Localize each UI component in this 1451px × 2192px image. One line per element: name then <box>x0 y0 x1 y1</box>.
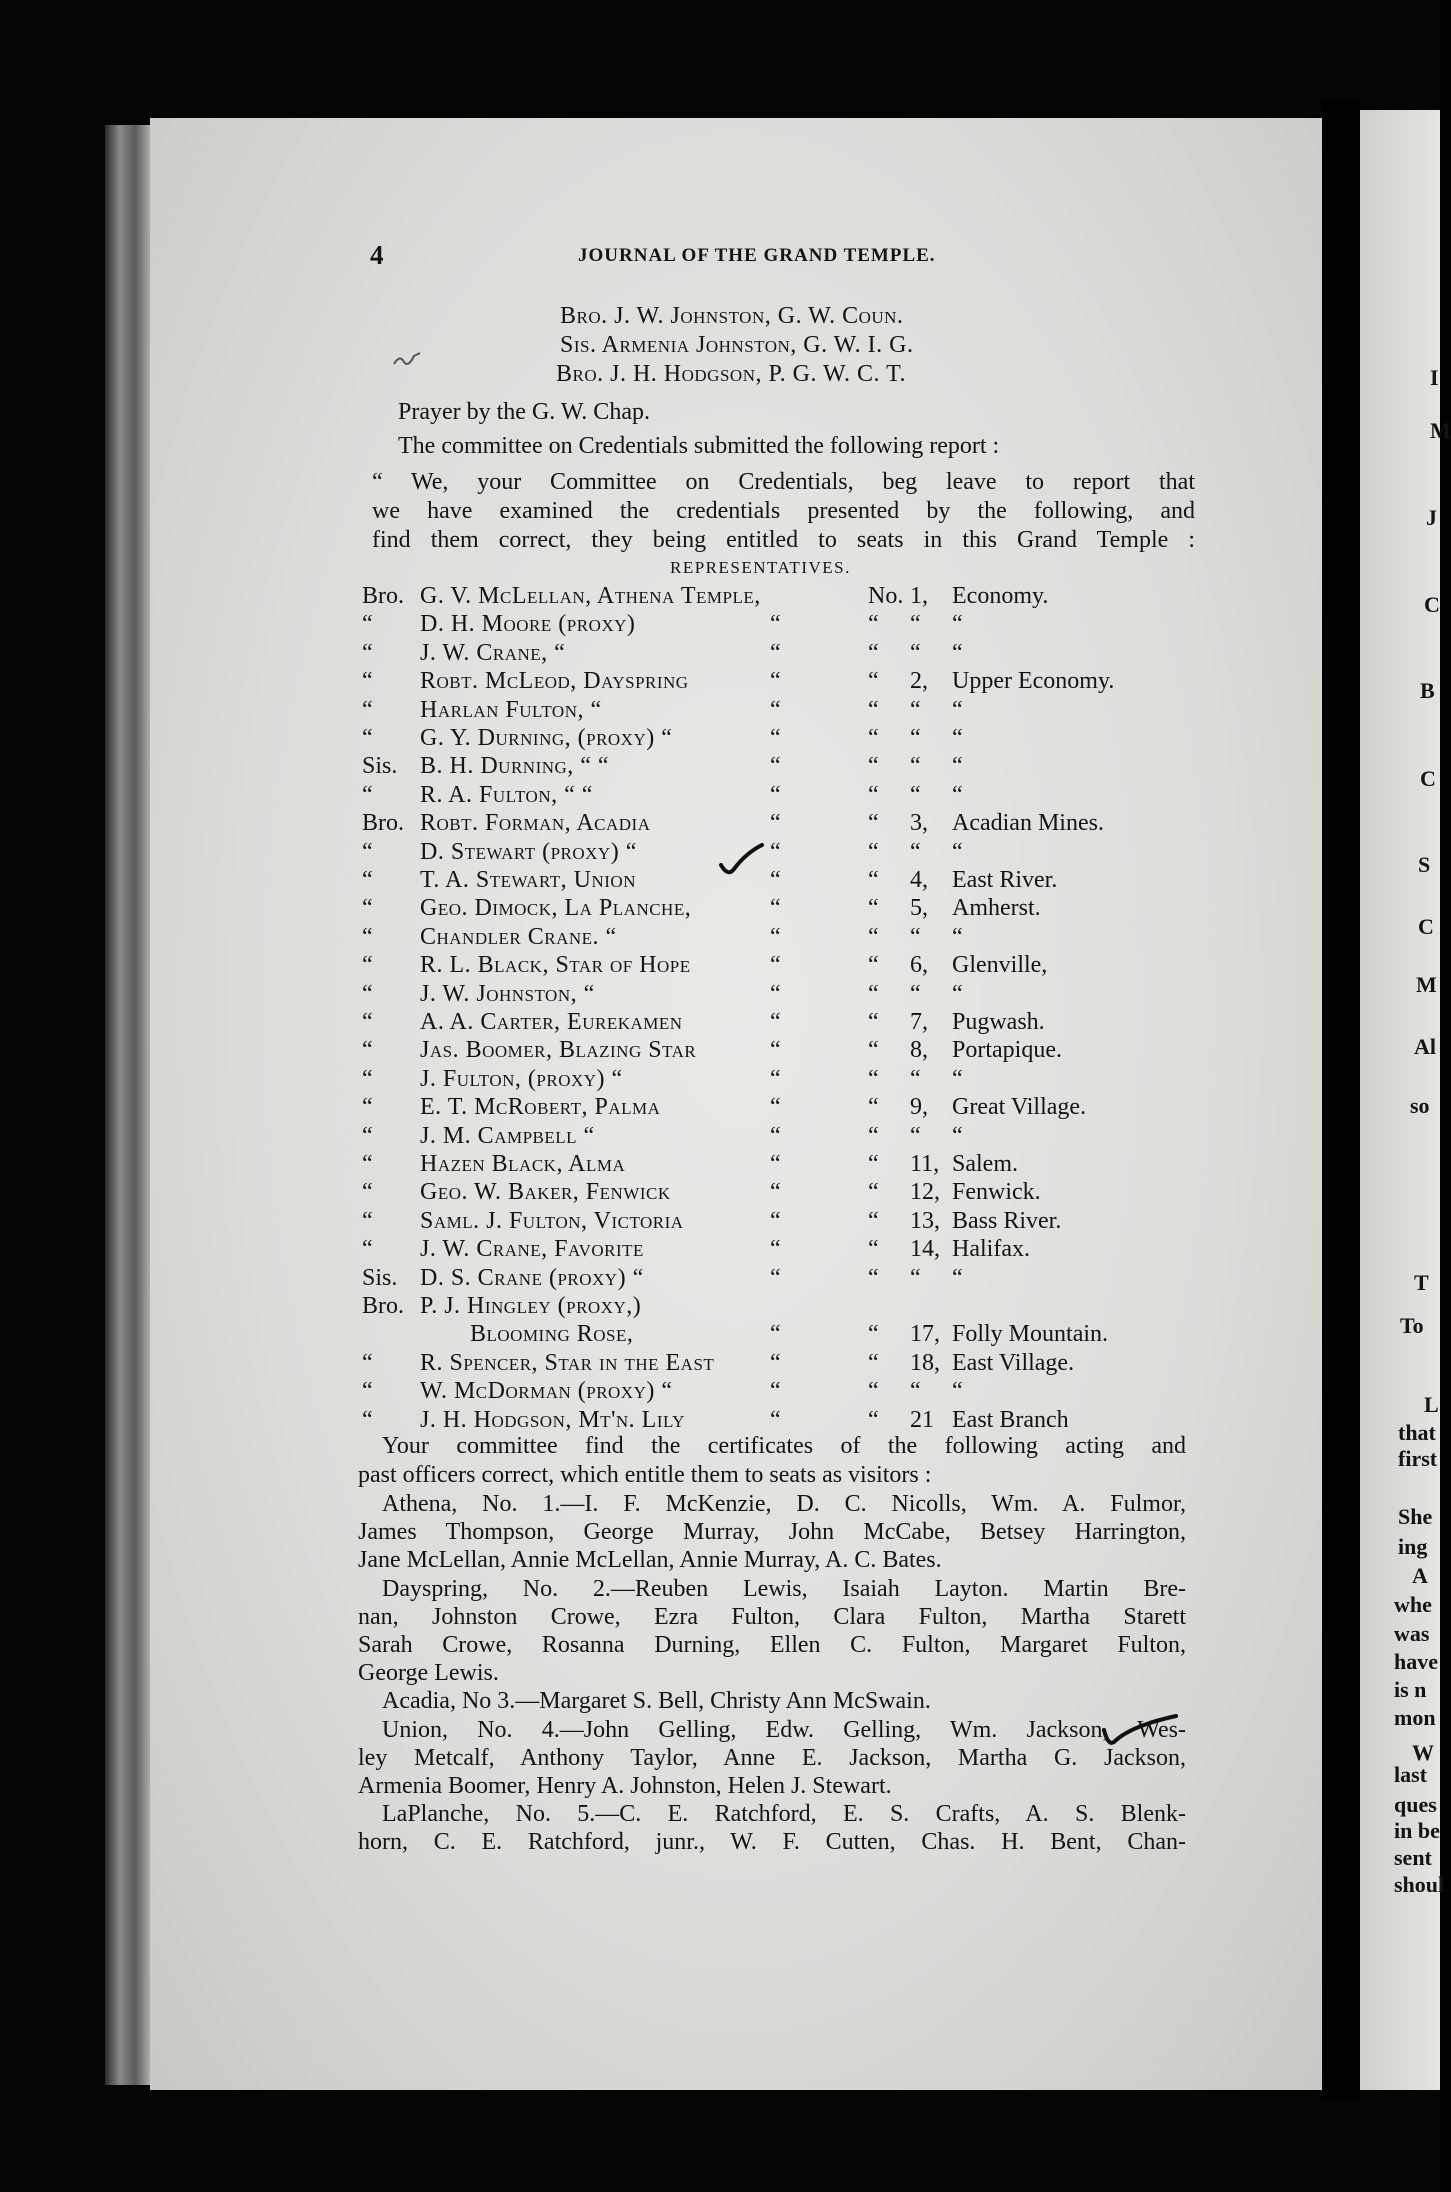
rep-place: East Branch <box>952 1406 1069 1433</box>
rep-number: 1, <box>910 583 928 609</box>
rep-name: T. A. Stewart, Union <box>420 867 636 893</box>
rep-name: Chandler Crane. “ <box>420 923 617 950</box>
right-page-fragment-text: sent <box>1394 1845 1432 1870</box>
rep-title: “ <box>362 952 373 979</box>
rep-number: “ <box>910 1065 921 1092</box>
rep-ditto: “ <box>770 781 781 808</box>
rep-name: Geo. W. Baker, Fenwick <box>420 1179 671 1206</box>
rep-name: A. A. Carter, Eurekamen <box>420 1009 683 1035</box>
rep-number: 13, <box>910 1207 940 1234</box>
rep-title: “ <box>362 725 373 751</box>
running-title: JOURNAL OF THE GRAND TEMPLE. <box>578 245 936 266</box>
rep-ditto: “ <box>770 810 781 837</box>
page-edge-stack <box>105 125 155 2085</box>
rep-ditto: “ <box>868 1236 879 1263</box>
visitors-line: James Thompson, George Murray, John McCabe, Betsey Harrington, <box>358 1519 1186 1546</box>
rep-number: “ <box>910 1378 921 1405</box>
rep-title: “ <box>362 923 373 950</box>
rep-place: “ <box>952 781 963 808</box>
rep-ditto: “ <box>868 668 879 695</box>
right-page-fragment-text: in be <box>1394 1818 1440 1843</box>
rep-ditto: “ <box>770 1264 781 1291</box>
rep-place: “ <box>952 1264 963 1291</box>
rep-ditto: “ <box>868 725 879 751</box>
rep-name: Jas. Boomer, Blazing Star <box>420 1037 697 1064</box>
rep-ditto: “ <box>868 1151 879 1177</box>
visitors-line: Sarah Crowe, Rosanna Durning, Ellen C. Fulton, Margaret Fulton, <box>358 1632 1186 1658</box>
rep-ditto: “ <box>770 1009 781 1035</box>
rep-number: “ <box>910 1264 921 1291</box>
rep-ditto: “ <box>868 1179 879 1206</box>
rep-ditto: “ <box>770 1406 781 1433</box>
rep-place: “ <box>952 753 963 780</box>
rep-title: “ <box>362 1349 373 1376</box>
rep-ditto: “ <box>770 867 781 893</box>
rep-name: Robt. McLeod, Dayspring <box>420 668 689 695</box>
rep-ditto: “ <box>770 923 781 950</box>
rep-place: East Village. <box>952 1349 1075 1376</box>
right-page-fragment-text: To <box>1400 1313 1424 1338</box>
rep-name: G. V. McLellan, Athena Temple, <box>420 583 761 609</box>
rep-ditto: “ <box>868 1037 879 1064</box>
rep-title: Bro. <box>362 583 404 609</box>
visitors-line: George Lewis. <box>358 1660 499 1687</box>
rep-ditto: “ <box>770 1179 781 1206</box>
rep-number: “ <box>910 611 921 638</box>
rep-place: Pugwash. <box>952 1009 1045 1035</box>
rep-ditto: “ <box>770 838 781 865</box>
right-page-fragment-text: C <box>1424 592 1440 617</box>
visitors-intro-line: Your committee find the certificates of the following acting and <box>382 1433 1186 1459</box>
right-page-fragment-text: I <box>1430 365 1439 390</box>
rep-ditto: “ <box>770 1037 781 1064</box>
rep-place: “ <box>952 980 963 1007</box>
rep-title: “ <box>362 1378 373 1405</box>
rep-ditto: “ <box>868 781 879 808</box>
rep-ditto: “ <box>868 753 879 780</box>
rep-ditto: “ <box>770 753 781 780</box>
rep-place: “ <box>952 1378 963 1405</box>
rep-ditto: “ <box>868 895 879 922</box>
pencil-mark-icon <box>392 350 422 370</box>
rep-ditto: “ <box>770 639 781 666</box>
rep-ditto: “ <box>770 1122 781 1149</box>
visitors-line: Jane McLellan, Annie McLellan, Annie Murray, A. C. Bates. <box>358 1547 942 1574</box>
rep-place: “ <box>952 838 963 865</box>
rep-ditto: “ <box>868 1009 879 1035</box>
rep-ditto: “ <box>868 952 879 979</box>
rep-place: Economy. <box>952 583 1049 609</box>
rep-name: J. H. Hodgson, Mt'n. Lily <box>420 1406 685 1433</box>
rep-place: “ <box>952 639 963 666</box>
rep-number: “ <box>910 753 921 780</box>
rep-name: Blooming Rose, <box>470 1321 634 1348</box>
visitors-line: ley Metcalf, Anthony Taylor, Anne E. Jackson, Martha G. Jackson, <box>358 1744 1186 1771</box>
rep-title: “ <box>362 838 373 865</box>
right-page-fragment-text: so <box>1410 1093 1430 1118</box>
rep-ditto: “ <box>868 611 879 638</box>
right-page-fragment-text: whe <box>1394 1592 1432 1617</box>
right-page-fragment-text: have <box>1394 1649 1438 1674</box>
rep-ditto: “ <box>868 923 879 950</box>
rep-name: J. W. Crane, Favorite <box>420 1236 644 1263</box>
rep-place: Amherst. <box>952 895 1041 922</box>
visitors-line: Acadia, No 3.—Margaret S. Bell, Christy Ann McSwain. <box>382 1688 931 1715</box>
rep-ditto: “ <box>868 639 879 666</box>
rep-ditto: “ <box>868 1264 879 1291</box>
rep-number: “ <box>910 923 921 950</box>
visitors-line: LaPlanche, No. 5.—C. E. Ratchford, E. S. Crafts, A. S. Blenk- <box>382 1801 1186 1828</box>
right-page-fragment-text: last <box>1394 1762 1427 1787</box>
right-page-fragment-text: W <box>1412 1740 1434 1765</box>
rep-ditto: “ <box>770 1236 781 1263</box>
visitors-line: Dayspring, No. 2.—Reuben Lewis, Isaiah Layton. Martin Bre- <box>382 1575 1186 1602</box>
book-gutter <box>1322 100 1360 2100</box>
rep-number: 6, <box>910 952 928 979</box>
rep-ditto: “ <box>868 1321 879 1348</box>
rep-title: “ <box>362 668 373 695</box>
visitors-line: Union, No. 4.—John Gelling, Edw. Gelling, Wm. Jackson, Wes- <box>382 1716 1186 1743</box>
check-mark-icon <box>718 843 764 879</box>
rep-ditto: “ <box>868 1094 879 1121</box>
rep-title: “ <box>362 639 373 666</box>
rep-title: “ <box>362 1151 373 1177</box>
rep-number: 5, <box>910 895 928 922</box>
rep-number: 17, <box>910 1321 940 1348</box>
rep-number: 21 <box>910 1406 934 1433</box>
rep-title: “ <box>362 1122 373 1149</box>
right-page-fragment-text: first <box>1398 1446 1438 1471</box>
rep-name: E. T. McRobert, Palma <box>420 1094 661 1121</box>
rep-title: “ <box>362 1009 373 1035</box>
officer-line: Sis. Armenia Johnston, G. W. I. G. <box>560 332 914 358</box>
rep-name: Harlan Fulton, “ <box>420 696 602 723</box>
right-page-fragment-text: B <box>1420 678 1435 703</box>
rep-title: “ <box>362 1207 373 1234</box>
rep-number: 9, <box>910 1094 928 1121</box>
rep-place: “ <box>952 696 963 723</box>
rep-number: 18, <box>910 1349 940 1376</box>
rep-ditto: “ <box>770 952 781 979</box>
rep-place: Salem. <box>952 1151 1018 1177</box>
officer-line: Bro. J. H. Hodgson, P. G. W. C. T. <box>556 361 906 387</box>
rep-title: “ <box>362 611 373 638</box>
right-page-fragment-text: that <box>1398 1420 1436 1445</box>
representatives-heading: REPRESENTATIVES. <box>670 558 851 577</box>
rep-name: J. M. Campbell “ <box>420 1122 595 1149</box>
rep-number: “ <box>910 838 921 865</box>
right-page-fragment-text: L <box>1424 1392 1439 1417</box>
rep-ditto: “ <box>868 1378 879 1405</box>
visitors-intro-line: past officers correct, which entitle them to seats as visitors : <box>358 1462 932 1488</box>
rep-title: “ <box>362 980 373 1007</box>
rep-name: R. A. Fulton, “ “ <box>420 781 593 808</box>
rep-ditto: “ <box>868 1406 879 1433</box>
rep-number: 11, <box>910 1151 940 1177</box>
rep-number: 7, <box>910 1009 928 1035</box>
committee-intro: The committee on Credentials submitted the following report : <box>398 433 1000 459</box>
rep-name: J. W. Johnston, “ <box>420 980 595 1007</box>
rep-number: “ <box>910 1122 921 1149</box>
rep-place: “ <box>952 1065 963 1092</box>
rep-place: “ <box>952 1122 963 1149</box>
rep-place: East River. <box>952 867 1058 893</box>
rep-place: “ <box>952 923 963 950</box>
rep-place: Fenwick. <box>952 1179 1041 1206</box>
rep-name: G. Y. Durning, (proxy) “ <box>420 725 673 751</box>
rep-number: 4, <box>910 867 928 893</box>
report-line: we have examined the credentials presented by the following, and <box>372 498 1195 524</box>
prayer-line: Prayer by the G. W. Chap. <box>398 399 650 425</box>
rep-ditto: “ <box>868 1122 879 1149</box>
rep-place: Halifax. <box>952 1236 1030 1263</box>
rep-number: “ <box>910 639 921 666</box>
right-page-fragment-text: S <box>1418 852 1431 877</box>
rep-ditto: “ <box>868 1207 879 1234</box>
right-page-fragment-text: is n <box>1394 1677 1427 1702</box>
rep-name: R. L. Black, Star of Hope <box>420 952 691 979</box>
rep-place: Portapique. <box>952 1037 1062 1064</box>
rep-title: Bro. <box>362 1293 404 1319</box>
rep-ditto: “ <box>770 980 781 1007</box>
rep-ditto: No. <box>868 583 904 609</box>
rep-name: B. H. Durning, “ “ <box>420 753 610 780</box>
rep-place: Upper Economy. <box>952 668 1115 695</box>
rep-ditto: “ <box>770 725 781 751</box>
rep-title: “ <box>362 1065 373 1092</box>
report-line: “ We, your Committee on Credentials, beg leave to report that <box>372 469 1195 495</box>
rep-number: 12, <box>910 1179 940 1206</box>
rep-ditto: “ <box>868 980 879 1007</box>
right-page-fragment-text: ques <box>1394 1792 1437 1817</box>
rep-title: “ <box>362 1406 373 1433</box>
right-page-fragment-text: M <box>1430 418 1451 443</box>
right-page-fragment-text: was <box>1394 1621 1430 1646</box>
rep-ditto: “ <box>770 1094 781 1121</box>
rep-title: “ <box>362 1037 373 1064</box>
check-mark-icon <box>1100 1712 1180 1748</box>
visitors-line: horn, C. E. Ratchford, junr., W. F. Cutten, Chas. H. Bent, Chan- <box>358 1829 1186 1856</box>
right-page-fragment-text: Al <box>1414 1034 1436 1059</box>
right-page-fragment-text: ing <box>1398 1534 1428 1559</box>
rep-name: D. S. Crane (proxy) “ <box>420 1264 644 1291</box>
rep-ditto: “ <box>770 668 781 695</box>
right-page-fragment-text: C <box>1420 766 1436 791</box>
rep-ditto: “ <box>770 1349 781 1376</box>
rep-ditto: “ <box>868 867 879 893</box>
rep-title: “ <box>362 1094 373 1121</box>
rep-place: “ <box>952 611 963 638</box>
rep-title: “ <box>362 1236 373 1263</box>
rep-ditto: “ <box>770 1151 781 1177</box>
rep-name: Robt. Forman, Acadia <box>420 810 651 837</box>
rep-number: “ <box>910 781 921 808</box>
rep-title: Bro. <box>362 810 404 837</box>
visitors-line: nan, Johnston Crowe, Ezra Fulton, Clara Fulton, Martha Starett <box>358 1603 1186 1630</box>
rep-title: “ <box>362 895 373 922</box>
rep-number: 3, <box>910 810 928 837</box>
rep-number: 2, <box>910 668 928 695</box>
visitors-line: Armenia Boomer, Henry A. Johnston, Helen J. Stewart. <box>358 1773 892 1799</box>
rep-title: “ <box>362 781 373 808</box>
right-page-fragment-text: She <box>1398 1504 1433 1529</box>
rep-name: J. W. Crane, “ <box>420 639 566 666</box>
right-page-fragment-text: mon <box>1394 1705 1436 1730</box>
rep-number: “ <box>910 696 921 723</box>
rep-name: D. H. Moore (proxy) <box>420 611 636 638</box>
rep-place: Folly Mountain. <box>952 1321 1109 1348</box>
rep-title: “ <box>362 867 373 893</box>
rep-place: Great Village. <box>952 1094 1087 1121</box>
rep-number: 14, <box>910 1236 940 1263</box>
rep-place: Acadian Mines. <box>952 810 1104 837</box>
rep-number: “ <box>910 980 921 1007</box>
rep-name: D. Stewart (proxy) “ <box>420 838 637 865</box>
rep-ditto: “ <box>770 1207 781 1234</box>
rep-title: Sis. <box>362 753 398 780</box>
rep-ditto: “ <box>868 838 879 865</box>
rep-title: “ <box>362 696 373 723</box>
right-page-fragment-text: T <box>1414 1270 1429 1295</box>
rep-place: Bass River. <box>952 1207 1062 1234</box>
rep-name: P. J. Hingley (proxy,) <box>420 1293 642 1319</box>
rep-ditto: “ <box>770 611 781 638</box>
rep-number: “ <box>910 725 921 751</box>
rep-name: Hazen Black, Alma <box>420 1151 626 1177</box>
right-page-fragment-text: M <box>1416 972 1437 997</box>
right-page-fragment-text: C <box>1418 914 1434 939</box>
rep-place: Glenville, <box>952 952 1048 979</box>
rep-ditto: “ <box>868 810 879 837</box>
rep-number: 8, <box>910 1037 928 1064</box>
rep-ditto: “ <box>770 696 781 723</box>
rep-ditto: “ <box>770 1378 781 1405</box>
page-number: 4 <box>370 240 384 270</box>
rep-ditto: “ <box>868 696 879 723</box>
report-line: find them correct, they being entitled to seats in this Grand Temple : <box>372 527 1195 553</box>
rep-ditto: “ <box>770 1321 781 1348</box>
rep-title: “ <box>362 1179 373 1206</box>
right-page-fragment-text: shoul <box>1394 1872 1445 1897</box>
rep-name: R. Spencer, Star in the East <box>420 1349 715 1376</box>
rep-name: J. Fulton, (proxy) “ <box>420 1065 623 1092</box>
right-page-fragment-text: J <box>1426 505 1437 530</box>
right-page-fragment-text: A <box>1412 1563 1428 1588</box>
visitors-line: Athena, No. 1.—I. F. McKenzie, D. C. Nicolls, Wm. A. Fulmor, <box>382 1491 1186 1517</box>
rep-ditto: “ <box>770 1065 781 1092</box>
rep-ditto: “ <box>868 1065 879 1092</box>
rep-ditto: “ <box>770 895 781 922</box>
rep-name: Geo. Dimock, La Planche, <box>420 895 692 922</box>
rep-title: Sis. <box>362 1264 398 1291</box>
rep-name: W. McDorman (proxy) “ <box>420 1378 673 1405</box>
rep-ditto: “ <box>868 1349 879 1376</box>
rep-place: “ <box>952 725 963 751</box>
officer-line: Bro. J. W. Johnston, G. W. Coun. <box>560 303 904 329</box>
rep-name: Saml. J. Fulton, Victoria <box>420 1207 684 1234</box>
